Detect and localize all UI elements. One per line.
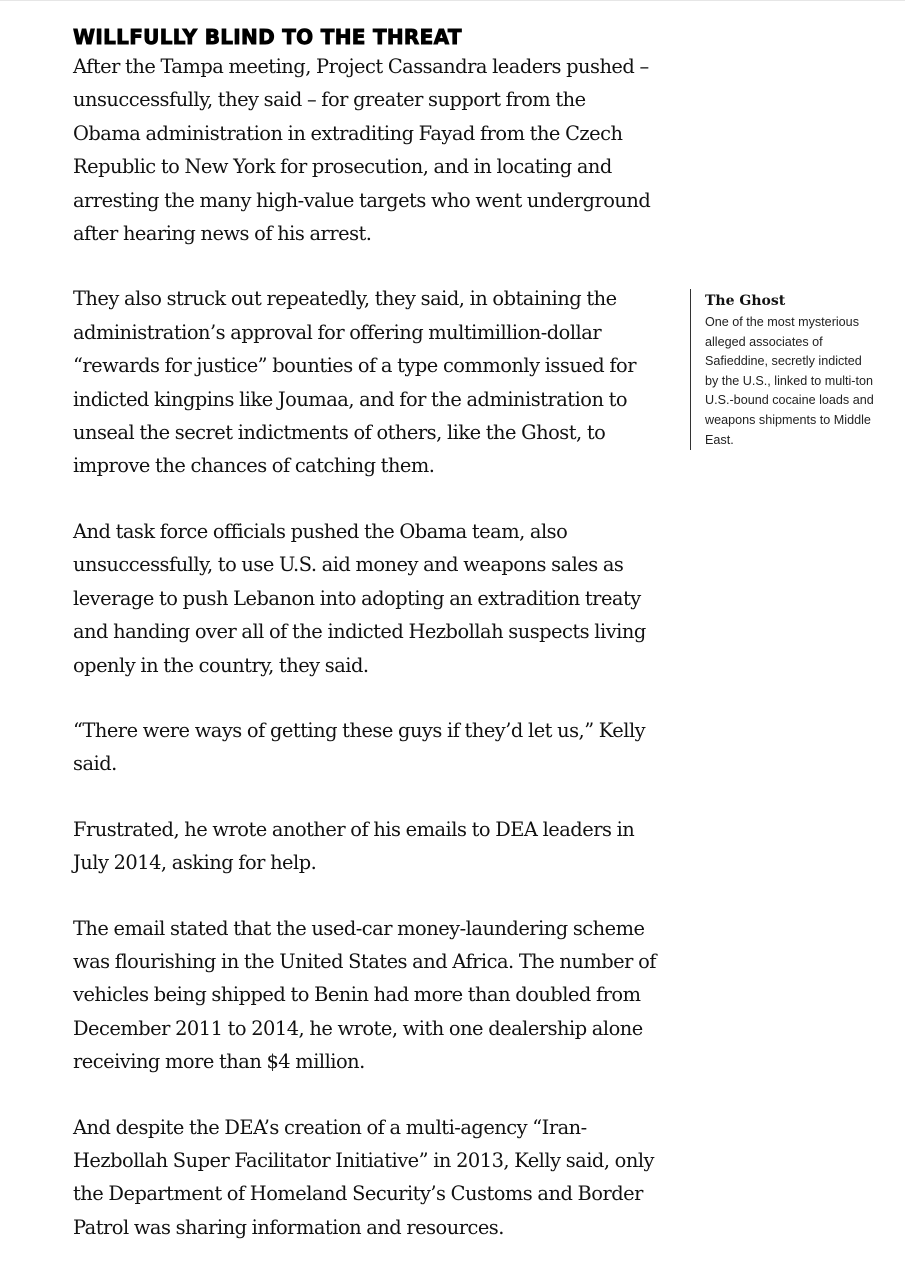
sidebar-text: One of the most mysterious alleged associates of Safieddine, secretly indicted by the U.S., linked to multi-ton U.S.-bound cocaine loads and weapons shipments to Middle East.: [705, 315, 874, 447]
paragraph-3: And task force officials pushed the Obama team, also unsuccessfully, to use U.S. aid money and weapons sales as leverage to push Lebanon into adopting an extradition treaty and handing over all of the indicted Hezbollah suspects living openly in the country, they said.: [73, 519, 646, 677]
article-body: [73, 20, 658, 1276]
paragraph-2: They also struck out repeatedly, they said, in obtaining the administration’s approval for offering multimillion-dollar “rewards for justice” bounties of a type commonly issued for indicted kingpins like Joumaa, and for the administration to unseal the secret indictments of others, like the Ghost, to improve the chances of catching them.: [73, 287, 636, 478]
paragraph-6: The email stated that the used-car money-laundering scheme was flourishing in the United States and Africa. The number of vehicles being shipped to Benin had more than doubled from December 2011 to 2014, he wrote, with one dealership alone receiving more than $4 million.: [73, 916, 656, 1074]
top-divider: [0, 0, 905, 1]
paragraph-5: Frustrated, he wrote another of his emails to DEA leaders in July 2014, asking for help.: [73, 817, 635, 875]
sidebar-note: [690, 289, 874, 450]
paragraph-1: After the Tampa meeting, Project Cassandra leaders pushed – unsuccessfully, they said – for greater support from the Obama administration in extraditing Fayad from the Czech Republic to New York for prosecution, and in locating and arresting the many high-value targets who went underground after hearing news of his arrest.: [73, 55, 651, 246]
section-heading: WILLFULLY BLIND TO THE THREAT: [73, 25, 462, 49]
paragraph-7: And despite the DEA’s creation of a multi-agency “Iran-Hezbollah Super Facilitator Initiative” in 2013, Kelly said, only the Department of Homeland Security’s Customs and Border Patrol was sharing information and resources.: [73, 1115, 654, 1239]
paragraph-4: “There were ways of getting these guys if they’d let us,” Kelly said.: [73, 718, 646, 776]
sidebar-title: The Ghost: [705, 293, 786, 309]
